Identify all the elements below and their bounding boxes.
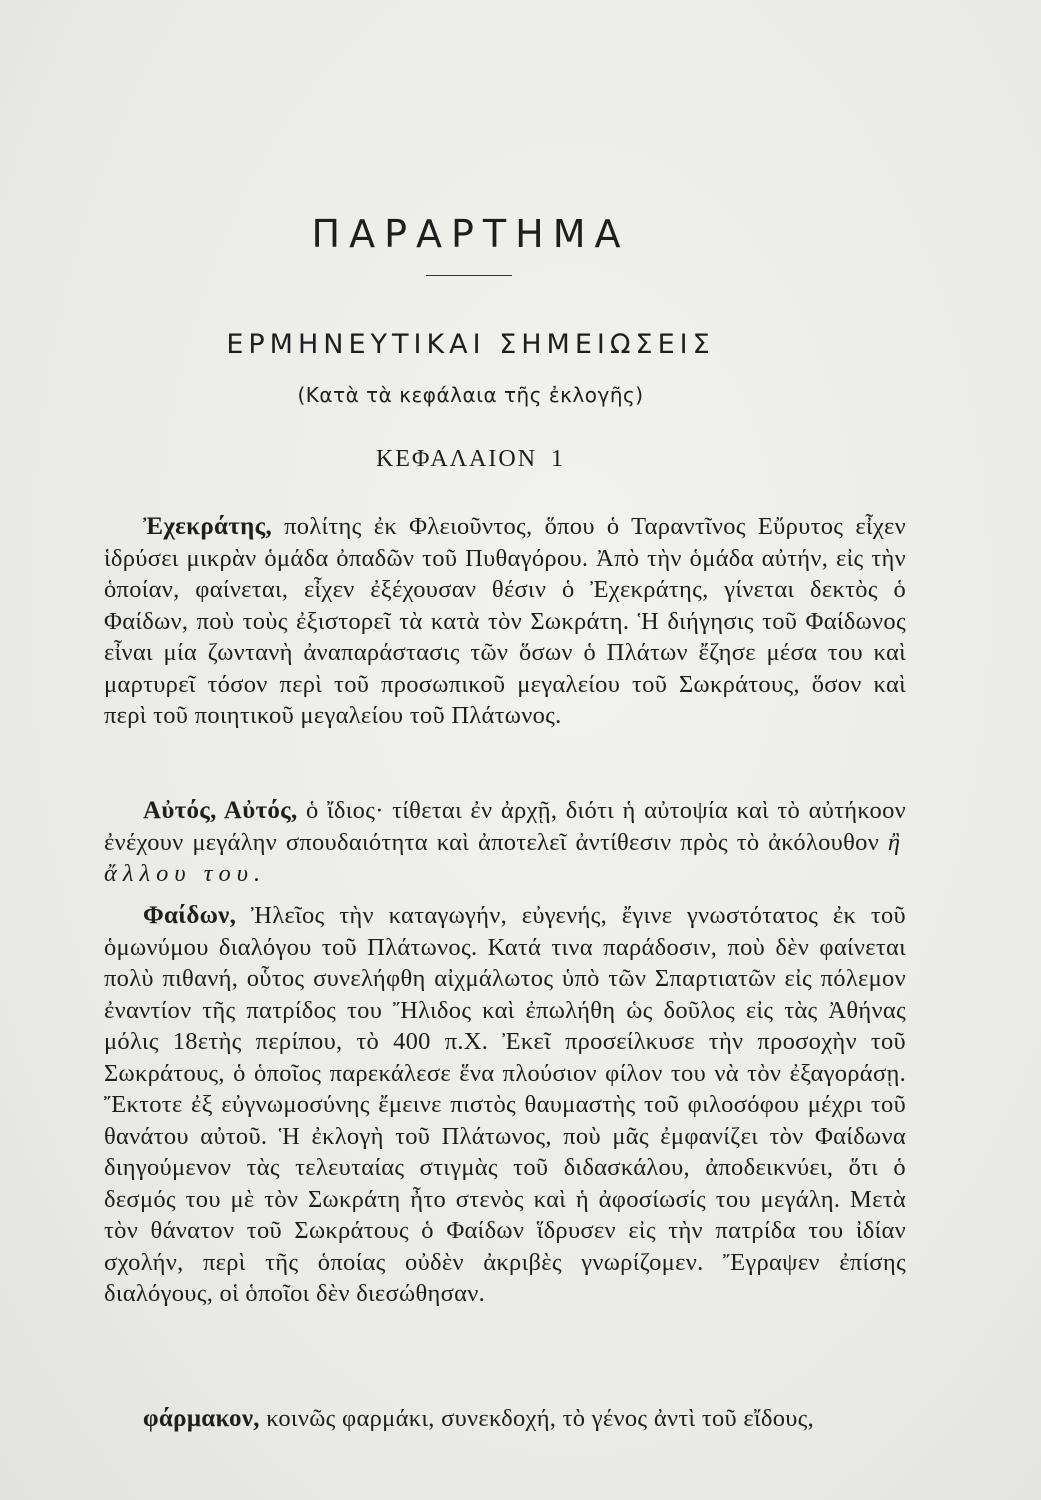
chapter-heading — [0, 446, 941, 473]
entry-text: πολίτης ἐκ Φλειοῦντος, ὅπου ὁ Ταραντῖνος Εὔρυτος εἶχεν ἱδρύσει μικρὰν ὁμάδα ὀπαδῶν τοῦ Πυθαγόρου. Ἀπὸ τὴν ὁμάδα αὐτήν, εἰς τὴν ὁποίαν, φαίνεται, εἶχεν ἐξέχουσαν θέσιν ὁ Ἐχεκράτης, γίνεται δεκτὸς ὁ Φαίδων, ποὺ τοὺς ἐξιστορεῖ τὰ κατὰ τὸν Σωκράτη. Ἡ διήγησις τοῦ Φαίδωνος εἶναι μία ζωντανὴ ἀναπαράστασις τῶν ὅσων ὁ Πλάτων ἔζησε μέσα του καὶ μαρτυρεῖ τόσον περὶ τοῦ προσωπικοῦ μεγαλείου τοῦ Σωκράτους, ὅσον καὶ περὶ τοῦ ποιητικοῦ μεγαλείου τοῦ Πλάτωνος. — [104, 513, 906, 729]
entry-pharmakon — [104, 1403, 906, 1435]
section-subtitle: ΕΡΜΗΝΕΥΤΙΚΑΙ ΣΗΜΕΙΩΣΕΙΣ — [226, 329, 715, 360]
chapter-label: ΚΕΦΑΛΑΙΟΝ — [375, 446, 538, 472]
entry-text: Ἠλεῖος τὴν καταγωγήν, εὐγενής, ἔγινε γνωστότατος ἐκ τοῦ ὁμωνύμου διαλόγου τοῦ Πλάτωνος. Κατά τινα παράδοσιν, ποὺ δὲν φαίνεται πολὺ πιθανή, οὗτος συνελήφθη αἰχμάλωτος ὑπὸ τῶν Σπαρτιατῶν εἰς πόλεμον ἐναντίον τῆς πατρίδος του Ἤλιδος καὶ ἐπωλήθη ὡς δοῦλος εἰς τὰς Ἀθήνας μόλις 18ετὴς περίπου, τὸ 400 π.Χ. Ἐκεῖ προσείλκυσε τὴν προσοχὴν τοῦ Σωκράτους, ὁ ὁποῖος παρεκάλεσε ἕνα πλούσιον φίλον του νὰ τὸν ἐξαγοράσῃ. Ἔκτοτε ἐξ εὐγνωμοσύνης ἔμεινε πιστὸς θαυμαστὴς τοῦ φιλοσόφου μέχρι τοῦ θανάτου αὐτοῦ. Ἡ ἐκλογὴ τοῦ Πλάτωνος, ποὺ μᾶς ἐμφανίζει τὸν Φαίδωνα διηγούμενον τὰς τελευταίας στιγμὰς τοῦ διδασκάλου, ἀποδεικνύει, ὅτι ὁ δεσμός του μὲ τὸν Σωκράτη ἦτο στενὸς καὶ ἡ ἀφοσίωσίς του μεγάλη. Μετὰ τὸν θάνατον τοῦ Σωκράτους ὁ Φαίδων ἵδρυσεν εἰς τὴν πατρίδα του ἰδίαν σχολήν, περὶ τῆς ὁποίας οὐδὲν ἀκριβὲς γνωρίζομεν. Ἔγραψεν ἐπίσης διαλόγους, οἱ ὁποῖοι δὲν διεσώθησαν. — [104, 902, 906, 1307]
entry-emphasis: ἢ ἄλλου του. — [104, 828, 906, 887]
entry-autos — [104, 795, 906, 890]
entry-echecrates — [104, 511, 906, 732]
entry-text: κοινῶς φαρμάκι, συνεκδοχή, τὸ γένος ἀντὶ τοῦ εἴδους, — [259, 1405, 815, 1432]
chapter-number: 1 — [551, 446, 566, 472]
entry-term: φάρμακον, — [143, 1405, 260, 1432]
entry-term: Αὐτός, Αὐτός, — [143, 797, 298, 824]
entry-text: ὁ ἴδιος· τίθεται ἐν ἀρχῇ, διότι ἡ αὐτοψία καὶ τὸ αὐτήκοον ἐνέχουν μεγάλην σπουδαιότητα καὶ ἀποτελεῖ ἀντίθεσιν πρὸς τὸ ἀκόλουθον — [104, 797, 906, 856]
section-note: (Κατὰ τὰ κεφάλαια τῆς ἐκλογῆς) — [297, 383, 644, 407]
title-divider — [426, 275, 512, 276]
page-title: ΠΑΡΑΡΤΗΜΑ — [311, 212, 630, 256]
entry-phaedo — [104, 900, 906, 1310]
entry-term: Φαίδων, — [143, 902, 237, 929]
entry-term: Ἐχεκράτης, — [143, 513, 272, 540]
